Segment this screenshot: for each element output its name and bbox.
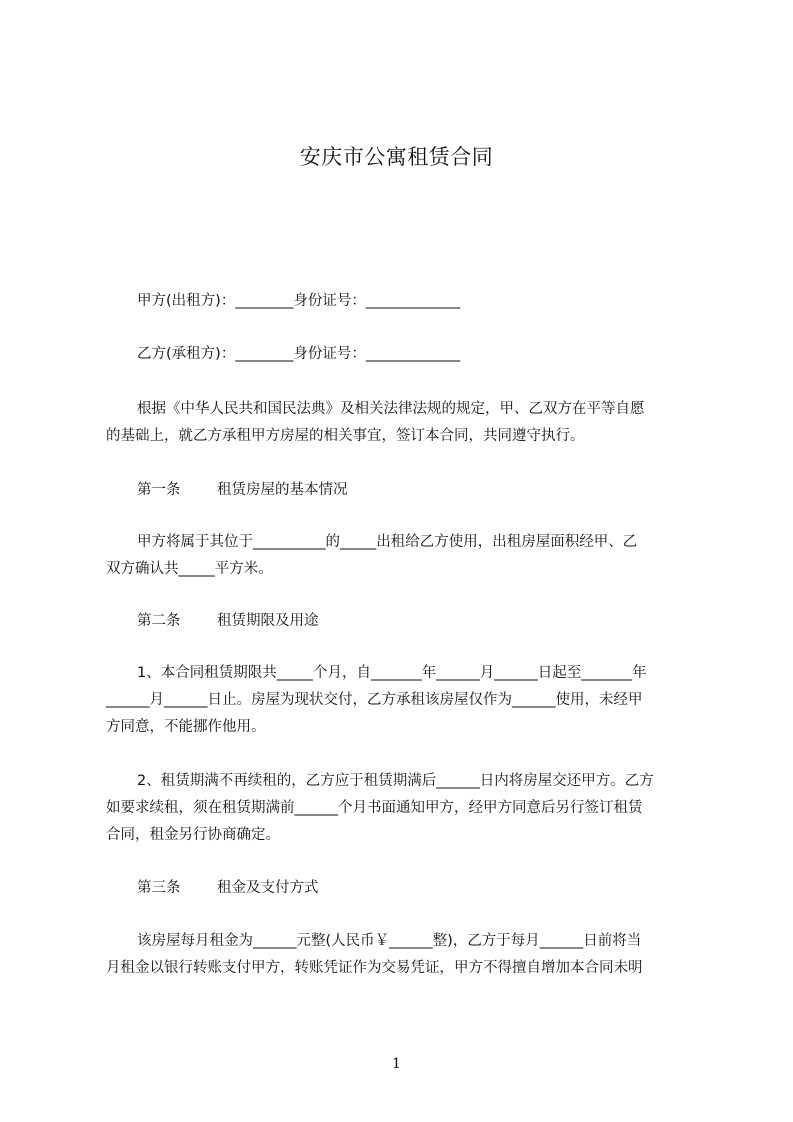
article-3-title: 租金及支付方式: [217, 880, 319, 896]
article-2-clause-1-line-3: 方同意，不能挪作他用。: [106, 719, 266, 735]
article-1-title: 租赁房屋的基本情况: [217, 482, 348, 498]
article-2-number: 第二条: [137, 613, 181, 629]
page-number: 1: [392, 1056, 401, 1072]
article-3-line-1: 该房屋每月租金为______元整(人民币￥______整)，乙方于每月______日前将当: [137, 933, 642, 949]
article-2-clause-1-line-1: 1、本合同租赁期限共_____个月，自_______年______月______日起至_______年: [137, 665, 647, 681]
preamble-line-1: 根据《中华人民共和国民法典》及相关法律法规的规定，甲、乙双方在平等自愿: [137, 401, 645, 417]
article-1-number: 第一条: [137, 482, 181, 498]
article-1-line-1: 甲方将属于其位于__________的_____出租给乙方使用，出租房屋面积经甲、乙: [137, 534, 638, 550]
article-2-clause-2-line-1: 2、租赁期满不再续租的，乙方应于租赁期满后______日内将房屋交还甲方。乙方: [137, 773, 654, 789]
article-3-line-2: 月租金以银行转账支付甲方，转账凭证作为交易凭证，甲方不得擅自增加本合同未明: [106, 960, 643, 976]
article-2-title: 租赁期限及用途: [217, 613, 319, 629]
party-a-line: 甲方(出租方)：________身份证号：_____________: [137, 293, 461, 309]
party-b-line: 乙方(承租方)：________身份证号：_____________: [137, 346, 461, 362]
article-1-line-2: 双方确认共_____平方米。: [106, 561, 273, 577]
article-2-clause-2-line-3: 合同，租金另行协商确定。: [106, 827, 280, 843]
article-2-clause-2-line-2: 如要求续租，须在租赁期满前______个月书面通知甲方，经甲方同意后另行签订租赁: [106, 800, 643, 816]
article-3-number: 第三条: [137, 880, 181, 896]
article-3-heading: [137, 878, 319, 898]
article-2-clause-1-line-2: ______月______日止。房屋为现状交付，乙方承租该房屋仅作为______使用，未经甲: [106, 692, 643, 708]
document-title: 安庆市公寓租赁合同: [299, 145, 494, 169]
article-2-heading: [137, 611, 319, 631]
preamble-line-2: 的基础上，就乙方承租甲方房屋的相关事宜，签订本合同，共同遵守执行。: [106, 428, 585, 444]
article-1-heading: [137, 480, 348, 500]
